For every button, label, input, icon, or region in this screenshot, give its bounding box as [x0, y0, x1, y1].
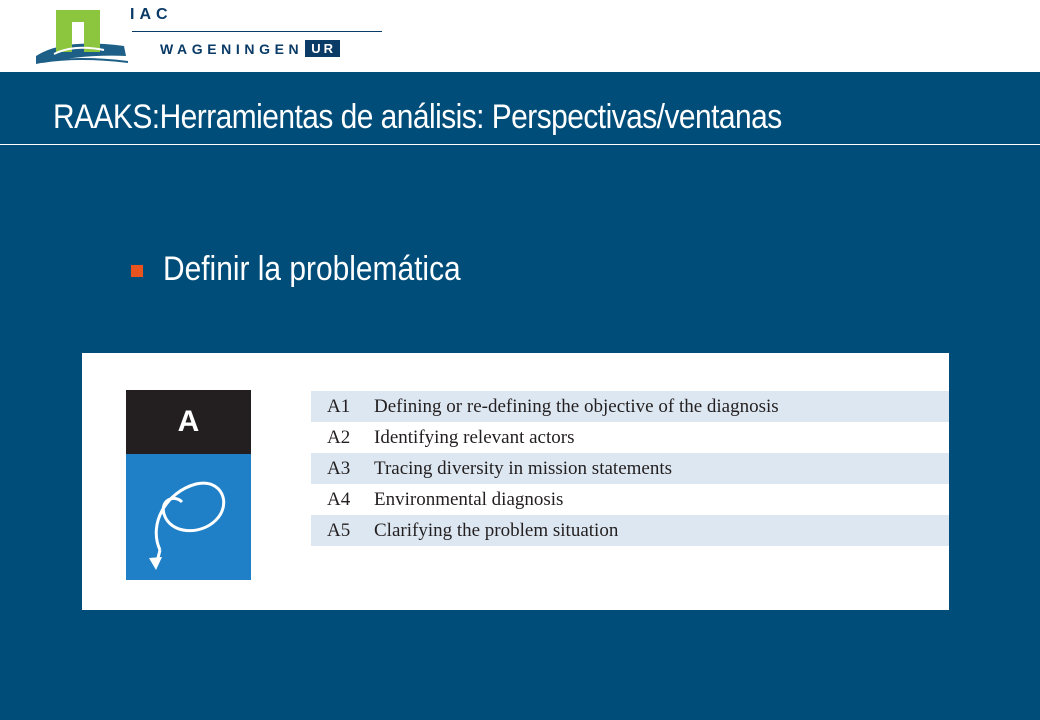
- list-item: [311, 515, 949, 546]
- item-code: A5: [327, 519, 351, 541]
- logo-divider: [132, 31, 382, 32]
- badge-icon-box: [126, 454, 251, 580]
- iac-logo-icon: [34, 4, 130, 68]
- list-item: [311, 391, 949, 422]
- item-code: A4: [327, 488, 351, 510]
- item-code: A2: [327, 426, 351, 448]
- spiral-arrow-icon: [126, 454, 251, 580]
- slide-title: RAAKS:Herramientas de análisis: Perspectivas/ventanas: [53, 98, 782, 136]
- item-text: Tracing diversity in mission statements: [374, 457, 673, 479]
- logo-ur-badge: UR: [305, 40, 340, 57]
- list-item: [311, 422, 949, 453]
- figure-panel: [82, 353, 949, 610]
- bullet-marker: [131, 265, 143, 277]
- list-item: [311, 453, 949, 484]
- objectives-list: [311, 391, 949, 546]
- logo-wageningen: [160, 40, 340, 57]
- item-code: A1: [327, 395, 351, 417]
- logo-iac-text: IAC: [130, 6, 173, 23]
- badge-letter: A: [126, 390, 251, 454]
- header-band: [0, 0, 1040, 72]
- item-text: Defining or re-defining the objective of the diagnosis: [374, 395, 779, 417]
- item-code: A3: [327, 457, 351, 479]
- bullet-item: Definir la problemática: [163, 250, 461, 288]
- list-item: [311, 484, 949, 515]
- item-text: Environmental diagnosis: [374, 488, 564, 510]
- logo-wageningen-text: WAGENINGEN: [160, 40, 304, 57]
- item-text: Identifying relevant actors: [374, 426, 575, 448]
- title-divider: [0, 144, 1040, 145]
- item-text: Clarifying the problem situation: [374, 519, 619, 541]
